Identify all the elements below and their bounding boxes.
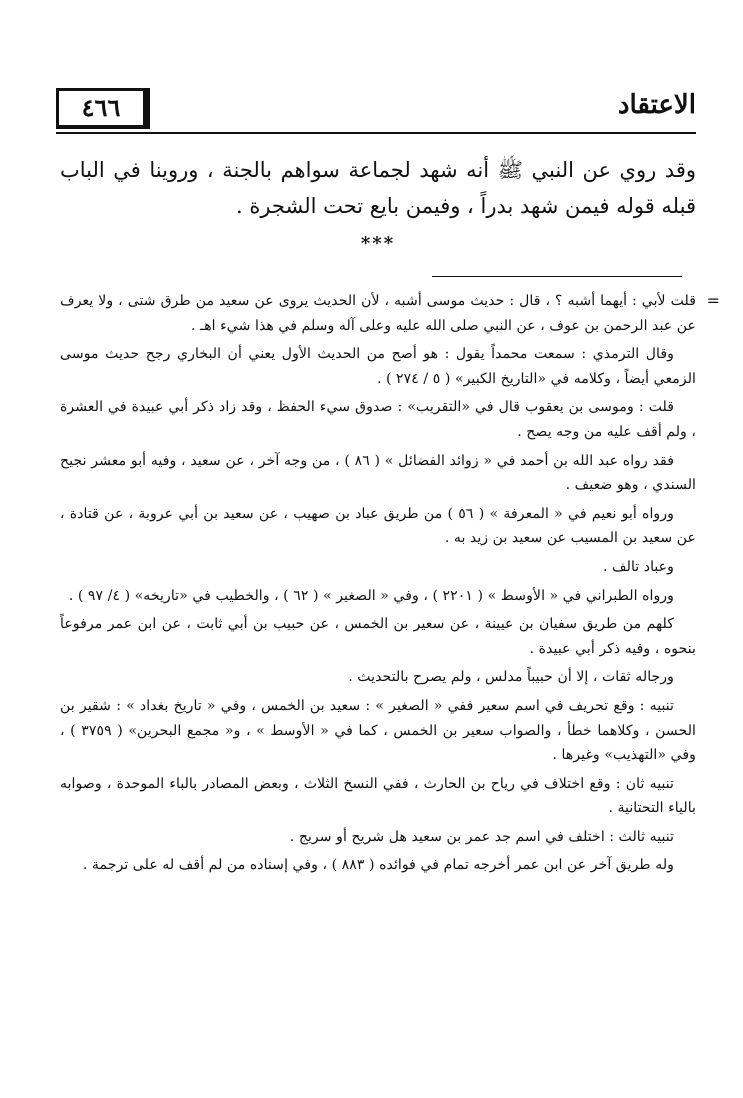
footnote-paragraph: تنبيه ثان : وقع اختلاف في رياح بن الحارث ، ففي النسخ الثلاث ، وبعض المصادر بالباء الموحدة ، وصوابه بالياء التحتانية . [60,775,696,817]
main-text [60,152,696,262]
footnote-paragraph: ورواه أبو نعيم في « المعرفة » ( ٥٦ ) من طريق عباد بن صهيب ، عن سعيد بن أبي عروبة ، عن قتادة ، عن سعيد بن المسيب عن سعيد بن زيد به . [60,505,696,547]
footnote-paragraph: وعباد تالف . [602,558,674,575]
footnote-paragraph: قلت لأبي : أيهما أشبه ؟ ، قال : حديث موسى أشبه ، لأن الحديث يروى عن سعيد من طرق شتى ، ولا يعرف عن عبد الرحمن بن عوف ، عن النبي صلى الله عليه وعلى آله وسلم في هذا شيء اهـ . [60,293,696,334]
main-paragraph: وقد روي عن النبي ﷺ أنه شهد لجماعة سواهم بالجنة ، وروينا في الباب قبله قوله فيمن شهد بدراً ، وفيمن بايع تحت الشجرة . [60,158,696,218]
running-title: الاعتقاد [617,90,696,120]
footnotes [60,289,720,882]
footnote-paragraph: ورجاله ثقات ، إلا أن حبيباً مدلس ، ولم يصرح بالتحديث . [348,669,674,686]
page-header [56,88,696,132]
page-number: ٤٦٦ [56,88,150,129]
footnote-paragraph: وله طريق آخر عن ابن عمر أخرجه تمام في فوائده ( ٨٨٣ ) ، وفي إسناده من لم أقف له على ترجمة . [82,857,674,874]
continuation-mark: = [706,291,720,310]
footnote-paragraph: كلهم من طريق سفيان بن عيينة ، عن سعير بن الخمس ، عن حبيب بن أبي ثابت ، عن ابن عمر مرفوعاً بنحوه ، وفيه ذكر أبي عبيدة . [60,616,696,657]
footnote-paragraph: ورواه الطبراني في « الأوسط » ( ٢٢٠١ ) ، وفي « الصغير » ( ٦٢ ) ، والخطيب في «تاريخه» ( ٤/ ٩٧ ) . [68,587,674,604]
footnote-paragraph: وقال الترمذي : سمعت محمداً يقول : هو أصح من الحديث الأول يعني أن البخاري رجح حديث موسى الزمعي أيضاً ، وكلامه في «التاريخ الكبير» ( ٥ / ٢٧٤ ) . [60,346,696,387]
footnote-paragraph: تنبيه : وقع تحريف في اسم سعير ففي « الصغير » : سعيد بن الخمس ، وفي « تاريخ بغداد » : شقير بن الحسن ، وكلاهما خطأ ، والصواب سعير بن الخمس ، كما في « الأوسط » ، و« مجمع البحرين» ( ٣٧٥٩ ) ، وفي «التهذيب» وغيرها . [60,697,696,764]
footnote-paragraph: قلت : وموسى بن يعقوب قال في «التقريب» : صدوق سيء الحفظ ، وقد زاد ذكر أبي عبيدة في العشرة ، ولم أقف عليه من وجه يصح . [60,399,696,440]
footnote-paragraph: تنبيه ثالث : اختلف في اسم جد عمر بن سعيد هل شريح أو سريج . [289,828,674,845]
header-rule [56,132,696,134]
footnote-paragraph: فقد رواه عبد الله بن أحمد في « زوائد الفضائل » ( ٨٦ ) ، من وجه آخر ، عن سعيد ، وفيه أبو معشر نجيح السندي ، وهو ضعيف . [60,452,696,494]
footnote-rule [432,276,682,277]
section-separator: *** [360,233,396,254]
